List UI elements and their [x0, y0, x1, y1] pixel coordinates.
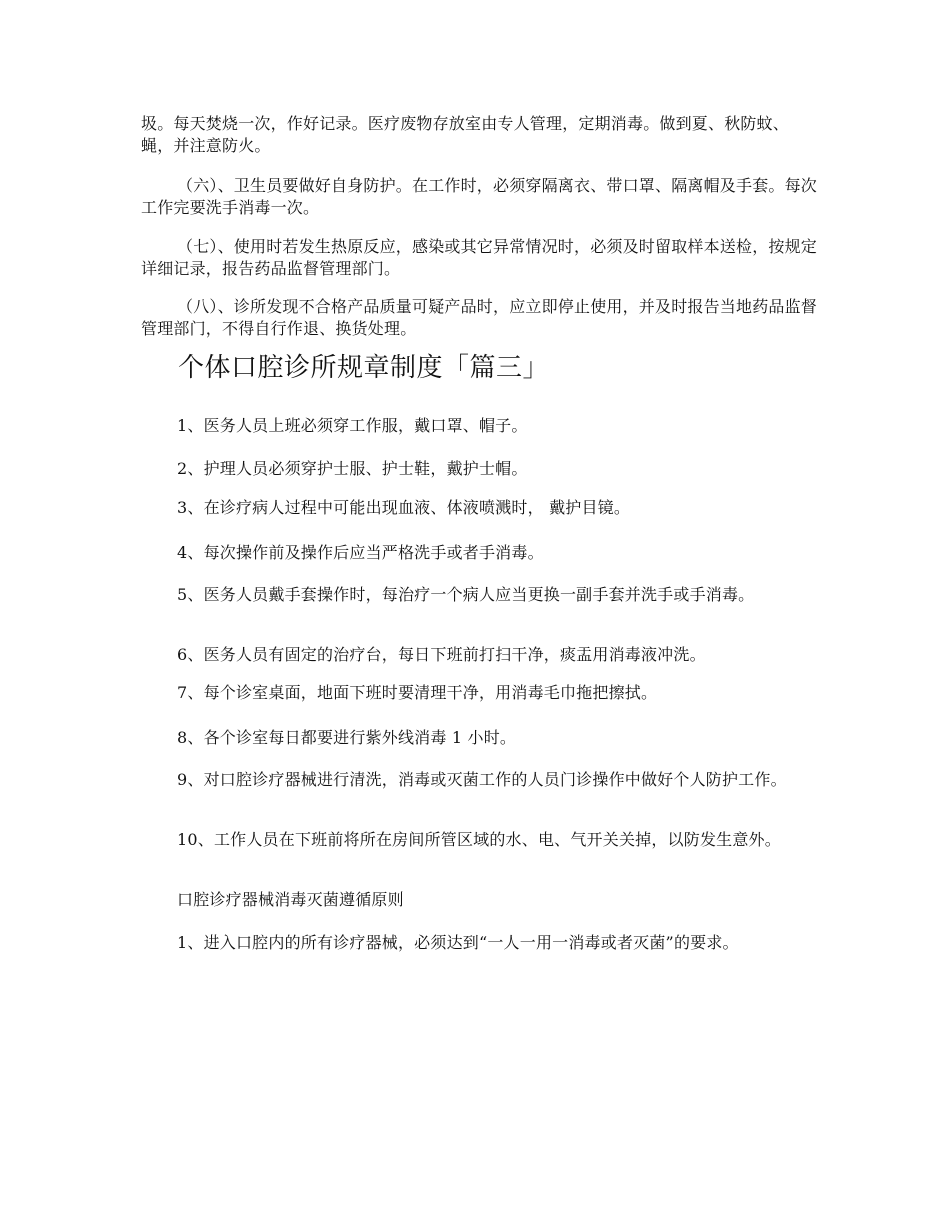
rule-item-9: 9、对口腔诊疗器械进行清洗，消毒或灭菌工作的人员门诊操作中做好个人防护工作。	[177, 770, 787, 789]
paragraph-item-6: （六）、卫生员要做好自身防护。在工作时，必须穿隔离衣、带口罩、隔离帽及手套。每次工作完要洗手消毒一次。	[141, 176, 818, 217]
rule-item-3: 3、在诊疗病人过程中可能出现血液、体液喷溅时， 戴护目镜。	[177, 498, 631, 517]
paragraph-item-7: （七）、使用时若发生热原反应，感染或其它异常情况时，必须及时留取样本送检，按规定详细记录，报告药品监督管理部门。	[141, 237, 818, 278]
paragraph-item-8: （八）、诊所发现不合格产品质量可疑产品时，应立即停止使用，并及时报告当地药品监督管理部门，不得自行作退、换货处理。	[141, 297, 818, 338]
rule-item-5: 5、医务人员戴手套操作时，每治疗一个病人应当更换一副手套并洗手或手消毒。	[177, 585, 755, 604]
rule-item-2: 2、护理人员必须穿护士服、护士鞋，戴护士帽。	[177, 459, 528, 478]
rule-item-7: 7、每个诊室桌面，地面下班时要清理干净，用消毒毛巾拖把擦拭。	[177, 683, 658, 702]
principle-item-1: 1、进入口腔内的所有诊疗器械，必须达到“一人一用一消毒或者灭菌”的要求。	[177, 933, 739, 952]
subheading-sterilization-principles: 口腔诊疗器械消毒灭菌遵循原则	[177, 890, 404, 909]
rule-item-4: 4、每次操作前及操作后应当严格洗手或者手消毒。	[177, 543, 544, 562]
rule-item-1: 1、医务人员上班必须穿工作服，戴口罩、帽子。	[177, 416, 528, 435]
section-title: 个体口腔诊所规章制度「篇三」	[178, 353, 550, 383]
paragraph-waste-disposal: 圾。每天焚烧一次，作好记录。医疗废物存放室由专人管理，定期消毒。做到夏、秋防蚊、蝇，并注意防火。	[141, 114, 790, 155]
rule-item-6: 6、医务人员有固定的治疗台，每日下班前打扫干净，痰盂用消毒液冲洗。	[177, 645, 706, 664]
rule-item-10: 10、工作人员在下班前将所在房间所管区域的水、电、气开关关掉，以防发生意外。	[177, 830, 781, 849]
rule-item-8: 8、各个诊室每日都要进行紫外线消毒 1 小时。	[177, 728, 517, 747]
